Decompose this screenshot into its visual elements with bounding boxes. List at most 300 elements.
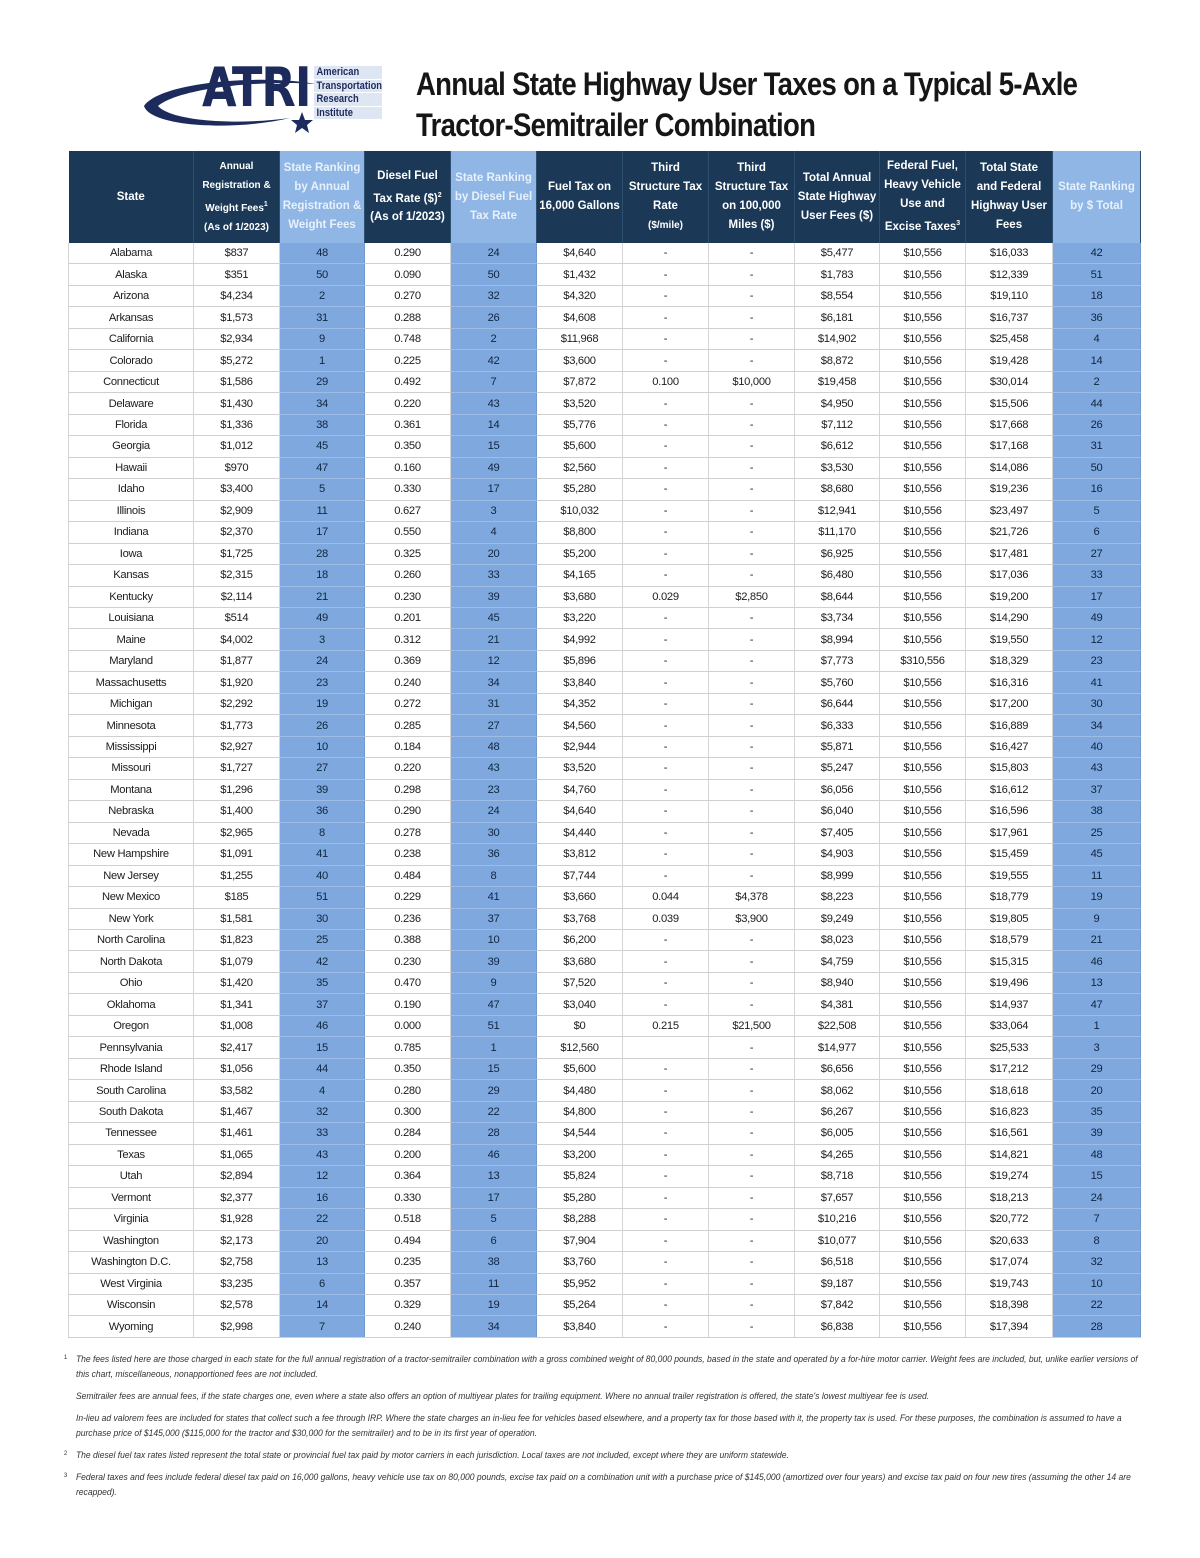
- table-cell: 43: [451, 758, 537, 779]
- logo-institute-name: [314, 66, 394, 120]
- table-cell: $1,432: [537, 264, 623, 285]
- table-cell: 21: [451, 629, 537, 650]
- state-name-cell: New Hampshire: [69, 844, 194, 865]
- table-cell: $5,776: [537, 414, 623, 435]
- table-cell: 47: [451, 994, 537, 1015]
- table-cell: $4,560: [537, 715, 623, 736]
- table-cell: -: [623, 522, 709, 543]
- state-name-cell: Wisconsin: [69, 1294, 194, 1315]
- table-row: [69, 457, 1141, 478]
- col-header-rank-diesel: State Ranking by Diesel Fuel Tax Rate: [451, 151, 537, 243]
- footnote: [62, 1470, 1145, 1500]
- table-cell: -: [623, 457, 709, 478]
- table-cell: $4,950: [795, 393, 880, 414]
- table-cell: $10,556: [880, 1101, 966, 1122]
- table-cell: 18: [280, 565, 365, 586]
- table-cell: 0.160: [365, 457, 451, 478]
- table-cell: 26: [451, 307, 537, 328]
- table-cell: $16,427: [966, 736, 1053, 757]
- state-name-cell: Maryland: [69, 650, 194, 671]
- table-cell: 0.201: [365, 607, 451, 628]
- table-cell: $1,877: [194, 650, 280, 671]
- table-row: [69, 328, 1141, 349]
- col-header-combined: Total State and Federal Highway User Fees: [966, 151, 1053, 243]
- table-cell: 0.785: [365, 1037, 451, 1058]
- state-name-cell: Oklahoma: [69, 994, 194, 1015]
- table-cell: 42: [1053, 243, 1141, 264]
- table-cell: $19,743: [966, 1273, 1053, 1294]
- footnote: [62, 1448, 1145, 1463]
- table-cell: 25: [280, 930, 365, 951]
- table-cell: $3,840: [537, 672, 623, 693]
- table-row: [69, 1316, 1141, 1337]
- table-cell: $10,556: [880, 972, 966, 993]
- table-cell: -: [623, 500, 709, 521]
- table-cell: 0.270: [365, 285, 451, 306]
- col-header-fuel-tax: Fuel Tax on 16,000 Gallons: [537, 151, 623, 243]
- table-cell: $10,556: [880, 1316, 966, 1337]
- table-cell: 0.329: [365, 1294, 451, 1315]
- table-cell: $14,977: [795, 1037, 880, 1058]
- state-name-cell: North Dakota: [69, 951, 194, 972]
- table-row: [69, 414, 1141, 435]
- table-cell: 12: [280, 1166, 365, 1187]
- table-cell: 0.284: [365, 1123, 451, 1144]
- table-cell: $10,556: [880, 758, 966, 779]
- state-name-cell: New York: [69, 908, 194, 929]
- table-cell: 15: [280, 1037, 365, 1058]
- table-cell: $2,944: [537, 736, 623, 757]
- state-name-cell: New Mexico: [69, 887, 194, 908]
- table-cell: 34: [1053, 715, 1141, 736]
- state-name-cell: Iowa: [69, 543, 194, 564]
- table-row: [69, 1273, 1141, 1294]
- table-cell: $8,554: [795, 285, 880, 306]
- table-cell: -: [709, 822, 795, 843]
- table-row: [69, 1037, 1141, 1058]
- table-cell: $1,430: [194, 393, 280, 414]
- table-row: [69, 371, 1141, 392]
- state-name-cell: Louisiana: [69, 607, 194, 628]
- table-cell: 46: [1053, 951, 1141, 972]
- table-cell: 25: [1053, 822, 1141, 843]
- table-cell: $10,556: [880, 801, 966, 822]
- table-cell: -: [709, 607, 795, 628]
- table-cell: $351: [194, 264, 280, 285]
- table-cell: $5,280: [537, 479, 623, 500]
- table-cell: 0.240: [365, 1316, 451, 1337]
- page-title: [416, 64, 1078, 146]
- table-cell: $4,002: [194, 629, 280, 650]
- table-cell: 29: [1053, 1058, 1141, 1079]
- table-cell: $17,394: [966, 1316, 1053, 1337]
- table-cell: $8,999: [795, 865, 880, 886]
- table-cell: $7,520: [537, 972, 623, 993]
- table-cell: 27: [280, 758, 365, 779]
- table-cell: $4,640: [537, 801, 623, 822]
- table-cell: $1,255: [194, 865, 280, 886]
- table-cell: 0.236: [365, 908, 451, 929]
- footnote: [62, 1352, 1145, 1382]
- table-cell: $4,352: [537, 693, 623, 714]
- state-name-cell: Alaska: [69, 264, 194, 285]
- state-name-cell: Michigan: [69, 693, 194, 714]
- table-cell: 0.285: [365, 715, 451, 736]
- table-cell: $6,656: [795, 1058, 880, 1079]
- table-cell: 8: [280, 822, 365, 843]
- table-cell: -: [623, 414, 709, 435]
- table-cell: 3: [451, 500, 537, 521]
- table-cell: $1,725: [194, 543, 280, 564]
- table-cell: 0.272: [365, 693, 451, 714]
- table-row: [69, 543, 1141, 564]
- table-cell: $1,920: [194, 672, 280, 693]
- table-cell: 39: [451, 951, 537, 972]
- table-cell: 30: [280, 908, 365, 929]
- table-cell: 1: [451, 1037, 537, 1058]
- table-cell: 41: [451, 887, 537, 908]
- table-cell: -: [709, 414, 795, 435]
- table-cell: $8,288: [537, 1209, 623, 1230]
- table-cell: $6,644: [795, 693, 880, 714]
- table-row: [69, 779, 1141, 800]
- table-cell: 5: [451, 1209, 537, 1230]
- tax-table: [68, 151, 1141, 1338]
- table-row: [69, 479, 1141, 500]
- table-cell: 17: [451, 1187, 537, 1208]
- table-cell: 17: [451, 479, 537, 500]
- table-cell: -: [623, 1187, 709, 1208]
- table-cell: 46: [280, 1015, 365, 1036]
- state-name-cell: Missouri: [69, 758, 194, 779]
- table-row: [69, 243, 1141, 264]
- table-row: [69, 1187, 1141, 1208]
- table-row: [69, 930, 1141, 951]
- table-cell: -: [623, 736, 709, 757]
- table-cell: 49: [280, 607, 365, 628]
- table-cell: $17,481: [966, 543, 1053, 564]
- state-name-cell: Virginia: [69, 1209, 194, 1230]
- table-cell: -: [709, 264, 795, 285]
- table-cell: $7,773: [795, 650, 880, 671]
- col-header-rank-registration: State Ranking by Annual Registration & Weight Fees: [280, 151, 365, 243]
- table-cell: $21,726: [966, 522, 1053, 543]
- table-cell: $1,012: [194, 436, 280, 457]
- col-header-total-state: Total Annual State Highway User Fees ($): [795, 151, 880, 243]
- table-cell: 26: [1053, 414, 1141, 435]
- table-cell: $6,181: [795, 307, 880, 328]
- table-cell: $10,556: [880, 951, 966, 972]
- table-cell: 0.290: [365, 801, 451, 822]
- table-cell: $20,633: [966, 1230, 1053, 1251]
- table-cell: $19,274: [966, 1166, 1053, 1187]
- table-cell: $7,744: [537, 865, 623, 886]
- table-cell: 0.029: [623, 586, 709, 607]
- table-cell: $17,961: [966, 822, 1053, 843]
- table-cell: $10,556: [880, 930, 966, 951]
- table-cell: 0.492: [365, 371, 451, 392]
- logo-letters: ATRI: [202, 56, 311, 119]
- table-cell: $1,461: [194, 1123, 280, 1144]
- table-cell: $10,556: [880, 1058, 966, 1079]
- table-cell: $10,556: [880, 1230, 966, 1251]
- table-cell: $6,480: [795, 565, 880, 586]
- table-cell: $9,187: [795, 1273, 880, 1294]
- table-cell: 13: [451, 1166, 537, 1187]
- state-name-cell: Mississippi: [69, 736, 194, 757]
- state-name-cell: Kentucky: [69, 586, 194, 607]
- table-cell: $1,079: [194, 951, 280, 972]
- table-cell: -: [623, 865, 709, 886]
- table-cell: 39: [1053, 1123, 1141, 1144]
- table-cell: 11: [1053, 865, 1141, 886]
- table-cell: $5,896: [537, 650, 623, 671]
- table-cell: -: [623, 328, 709, 349]
- table-row: [69, 500, 1141, 521]
- table-cell: -: [623, 629, 709, 650]
- table-cell: $7,872: [537, 371, 623, 392]
- table-cell: 12: [1053, 629, 1141, 650]
- state-name-cell: Massachusetts: [69, 672, 194, 693]
- table-cell: $4,903: [795, 844, 880, 865]
- state-name-cell: South Dakota: [69, 1101, 194, 1122]
- table-cell: -: [623, 264, 709, 285]
- table-row: [69, 393, 1141, 414]
- table-cell: $4,800: [537, 1101, 623, 1122]
- table-cell: $837: [194, 243, 280, 264]
- table-cell: 3: [1053, 1037, 1141, 1058]
- table-cell: 23: [451, 779, 537, 800]
- col-header-registration: Annual Registration & Weight Fees$^1$ (As of 1/2023): [194, 151, 280, 243]
- table-row: [69, 887, 1141, 908]
- table-cell: 0.280: [365, 1080, 451, 1101]
- table-cell: $4,760: [537, 779, 623, 800]
- table-cell: $18,618: [966, 1080, 1053, 1101]
- table-cell: 3: [280, 629, 365, 650]
- table-cell: $6,267: [795, 1101, 880, 1122]
- state-name-cell: Montana: [69, 779, 194, 800]
- table-cell: $18,779: [966, 887, 1053, 908]
- state-name-cell: Kansas: [69, 565, 194, 586]
- table-cell: 2: [451, 328, 537, 349]
- table-cell: 48: [451, 736, 537, 757]
- table-row: [69, 672, 1141, 693]
- table-cell: $10,077: [795, 1230, 880, 1251]
- table-cell: $5,952: [537, 1273, 623, 1294]
- table-cell: 39: [451, 586, 537, 607]
- table-cell: 20: [1053, 1080, 1141, 1101]
- table-cell: 8: [451, 865, 537, 886]
- table-cell: 9: [451, 972, 537, 993]
- table-cell: $7,657: [795, 1187, 880, 1208]
- state-name-cell: Delaware: [69, 393, 194, 414]
- title-line-2: Tractor-Semitrailer Combination: [416, 107, 816, 143]
- state-name-cell: North Carolina: [69, 930, 194, 951]
- table-cell: 28: [280, 543, 365, 564]
- table-cell: -: [709, 930, 795, 951]
- table-cell: $6,056: [795, 779, 880, 800]
- table-cell: $10,556: [880, 629, 966, 650]
- table-cell: 29: [451, 1080, 537, 1101]
- table-cell: 22: [1053, 1294, 1141, 1315]
- table-row: [69, 693, 1141, 714]
- table-cell: 0.330: [365, 1187, 451, 1208]
- table-cell: $2,927: [194, 736, 280, 757]
- table-row: [69, 951, 1141, 972]
- state-name-cell: California: [69, 328, 194, 349]
- table-cell: 51: [280, 887, 365, 908]
- table-cell: 0.220: [365, 758, 451, 779]
- table-cell: $4,234: [194, 285, 280, 306]
- table-cell: 1: [280, 350, 365, 371]
- table-row: [69, 629, 1141, 650]
- table-cell: -: [709, 1273, 795, 1294]
- table-cell: $11,170: [795, 522, 880, 543]
- footnotes: [62, 1352, 1142, 1507]
- table-cell: 43: [1053, 758, 1141, 779]
- table-cell: $1,581: [194, 908, 280, 929]
- table-cell: -: [709, 693, 795, 714]
- state-name-cell: Maine: [69, 629, 194, 650]
- table-cell: $10,556: [880, 243, 966, 264]
- table-cell: -: [623, 1273, 709, 1294]
- table-cell: $5,824: [537, 1166, 623, 1187]
- table-cell: -: [623, 307, 709, 328]
- table-cell: 0.230: [365, 586, 451, 607]
- table-row: [69, 908, 1141, 929]
- table-cell: $10,556: [880, 1166, 966, 1187]
- table-cell: 6: [1053, 522, 1141, 543]
- table-row: [69, 1058, 1141, 1079]
- table-cell: $3,734: [795, 607, 880, 628]
- table-cell: 30: [1053, 693, 1141, 714]
- table-body: [69, 243, 1141, 1337]
- table-cell: $10,556: [880, 414, 966, 435]
- table-cell: $3,582: [194, 1080, 280, 1101]
- table-cell: 44: [1053, 393, 1141, 414]
- table-cell: 18: [1053, 285, 1141, 306]
- table-cell: $5,272: [194, 350, 280, 371]
- table-cell: -: [709, 736, 795, 757]
- table-cell: $10,556: [880, 779, 966, 800]
- table-cell: $8,062: [795, 1080, 880, 1101]
- table-cell: $19,555: [966, 865, 1053, 886]
- table-cell: 0.238: [365, 844, 451, 865]
- footnote-number: 3: [63, 1472, 68, 1479]
- table-cell: $8,680: [795, 479, 880, 500]
- footnote-number: 1: [63, 1354, 68, 1361]
- table-cell: $10,556: [880, 393, 966, 414]
- table-cell: 7: [451, 371, 537, 392]
- table-cell: $0: [537, 1015, 623, 1036]
- table-cell: $9,249: [795, 908, 880, 929]
- table-cell: $970: [194, 457, 280, 478]
- table-cell: $2,758: [194, 1252, 280, 1273]
- table-cell: -: [623, 650, 709, 671]
- state-name-cell: Arizona: [69, 285, 194, 306]
- table-cell: $14,086: [966, 457, 1053, 478]
- table-cell: $8,800: [537, 522, 623, 543]
- table-cell: $33,064: [966, 1015, 1053, 1036]
- table-cell: 6: [280, 1273, 365, 1294]
- table-cell: 30: [451, 822, 537, 843]
- table-cell: -: [709, 1166, 795, 1187]
- table-cell: 0.288: [365, 307, 451, 328]
- table-cell: 43: [451, 393, 537, 414]
- table-cell: -: [709, 479, 795, 500]
- table-row: [69, 350, 1141, 371]
- table-cell: $6,612: [795, 436, 880, 457]
- table-cell: $4,992: [537, 629, 623, 650]
- table-cell: $1,091: [194, 844, 280, 865]
- table-row: [69, 586, 1141, 607]
- state-name-cell: Nevada: [69, 822, 194, 843]
- table-cell: $10,556: [880, 565, 966, 586]
- table-cell: 0.044: [623, 887, 709, 908]
- table-cell: 23: [1053, 650, 1141, 671]
- table-cell: $4,165: [537, 565, 623, 586]
- table-cell: $10,556: [880, 1209, 966, 1230]
- table-cell: 0.039: [623, 908, 709, 929]
- table-cell: $12,339: [966, 264, 1053, 285]
- table-cell: $3,812: [537, 844, 623, 865]
- table-cell: 28: [1053, 1316, 1141, 1337]
- table-cell: $15,315: [966, 951, 1053, 972]
- table-row: [69, 436, 1141, 457]
- table-cell: $1,928: [194, 1209, 280, 1230]
- table-cell: -: [709, 865, 795, 886]
- table-cell: $19,496: [966, 972, 1053, 993]
- table-cell: -: [623, 930, 709, 951]
- table-cell: 15: [1053, 1166, 1141, 1187]
- logo-line: Research: [314, 93, 382, 106]
- table-cell: $19,805: [966, 908, 1053, 929]
- table-cell: -: [623, 1166, 709, 1187]
- table-cell: $10,216: [795, 1209, 880, 1230]
- table-cell: $2,315: [194, 565, 280, 586]
- table-cell: $10,000: [709, 371, 795, 392]
- table-row: [69, 865, 1141, 886]
- table-cell: $2,965: [194, 822, 280, 843]
- table-cell: $22,508: [795, 1015, 880, 1036]
- table-cell: 0.312: [365, 629, 451, 650]
- table-cell: $5,760: [795, 672, 880, 693]
- table-cell: $8,872: [795, 350, 880, 371]
- table-cell: $4,640: [537, 243, 623, 264]
- state-name-cell: Connecticut: [69, 371, 194, 392]
- table-cell: -: [709, 1209, 795, 1230]
- table-cell: $4,378: [709, 887, 795, 908]
- table-cell: $17,036: [966, 565, 1053, 586]
- table-cell: $2,850: [709, 586, 795, 607]
- table-cell: $8,940: [795, 972, 880, 993]
- table-cell: $3,768: [537, 908, 623, 929]
- table-row: [69, 565, 1141, 586]
- table-cell: -: [623, 543, 709, 564]
- table-cell: 0.278: [365, 822, 451, 843]
- table-cell: 0.300: [365, 1101, 451, 1122]
- table-cell: $2,377: [194, 1187, 280, 1208]
- table-cell: 37: [280, 994, 365, 1015]
- table-cell: 14: [451, 414, 537, 435]
- table-cell: 40: [1053, 736, 1141, 757]
- table-cell: -: [623, 972, 709, 993]
- table-cell: $3,530: [795, 457, 880, 478]
- table-cell: $3,040: [537, 994, 623, 1015]
- table-cell: $2,560: [537, 457, 623, 478]
- table-cell: 0.298: [365, 779, 451, 800]
- table-cell: $2,173: [194, 1230, 280, 1251]
